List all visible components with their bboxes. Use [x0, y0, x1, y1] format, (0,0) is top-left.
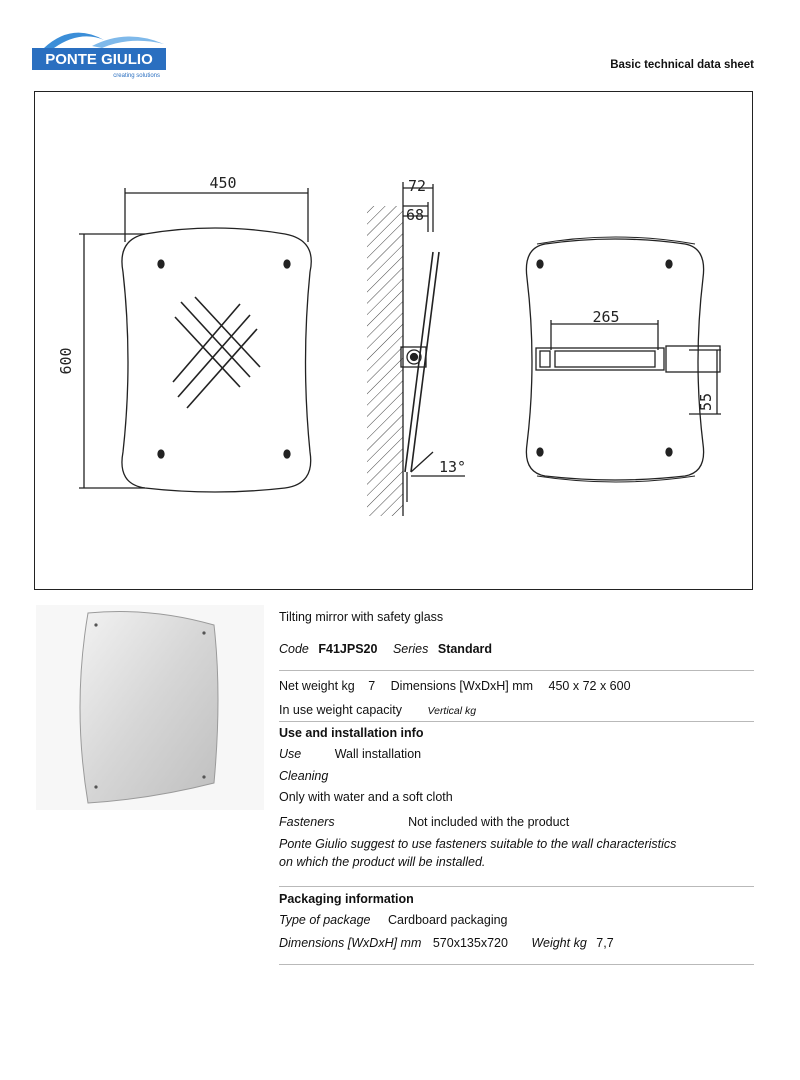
fasteners-row — [279, 815, 569, 829]
series-value: Standard — [437, 642, 493, 656]
back-view — [526, 237, 721, 482]
product-photo — [36, 605, 264, 810]
brand-name: PONTE GIULIO — [45, 51, 153, 68]
package-type-label: Type of package — [279, 913, 371, 927]
code-value: F41JPS20 — [318, 642, 378, 656]
depth-outer-dimension: 72 — [407, 177, 427, 195]
code-label: Code — [279, 642, 309, 656]
use-heading: Use and installation info — [279, 726, 424, 740]
dimensions-value: 450 x 72 x 600 — [548, 679, 631, 693]
series-label: Series — [392, 642, 429, 656]
width-dimension: 450 — [209, 174, 237, 192]
brand-logo — [32, 24, 172, 84]
fasteners-value: Not included with the product — [408, 815, 570, 829]
capacity-label: In use weight capacity — [279, 703, 402, 717]
product-description: Tilting mirror with safety glass — [279, 610, 444, 624]
divider — [279, 886, 754, 887]
height-dimension: 600 — [57, 347, 75, 375]
package-weight-value: 7,7 — [596, 936, 614, 950]
dimensions-label: Dimensions [WxDxH] mm — [390, 679, 534, 693]
weight-dimensions-row — [279, 679, 631, 693]
package-weight-label: Weight kg — [531, 936, 587, 950]
technical-drawing — [34, 91, 753, 590]
bracket-height-dimension: 55 — [697, 392, 715, 412]
divider — [279, 670, 754, 671]
packaging-heading: Packaging information — [279, 892, 414, 906]
capacity-row — [279, 703, 476, 717]
package-dimensions-label: Dimensions [WxDxH] mm — [279, 936, 422, 950]
fastener-note-line2: on which the product will be installed. — [279, 855, 486, 869]
brand-tagline: creating solutions — [113, 73, 160, 79]
tilt-angle-dimension: 13° — [439, 458, 467, 476]
net-weight-value: 7 — [368, 679, 376, 693]
capacity-unit: Vertical kg — [427, 705, 477, 717]
document-title: Basic technical data sheet — [610, 59, 754, 71]
package-dimensions-row — [279, 936, 614, 950]
net-weight-label: Net weight kg — [279, 679, 355, 693]
package-type-value: Cardboard packaging — [387, 913, 508, 927]
divider — [279, 964, 754, 965]
use-label: Use — [279, 747, 302, 761]
package-dimensions-value: 570x135x720 — [432, 936, 508, 950]
use-value: Wall installation — [334, 747, 422, 761]
fastener-note-line1: Ponte Giulio suggest to use fasteners suitable to the wall characteristics — [279, 837, 677, 851]
code-row — [279, 642, 492, 656]
front-view — [79, 188, 311, 492]
bracket-width-dimension: 265 — [592, 308, 620, 326]
package-type-row — [279, 913, 508, 927]
fasteners-label: Fasteners — [279, 815, 335, 829]
divider — [279, 721, 754, 722]
use-row — [279, 747, 421, 761]
depth-inner-dimension: 68 — [405, 206, 425, 224]
cleaning-value: Only with water and a soft cloth — [279, 790, 453, 804]
cleaning-label: Cleaning — [279, 769, 329, 783]
